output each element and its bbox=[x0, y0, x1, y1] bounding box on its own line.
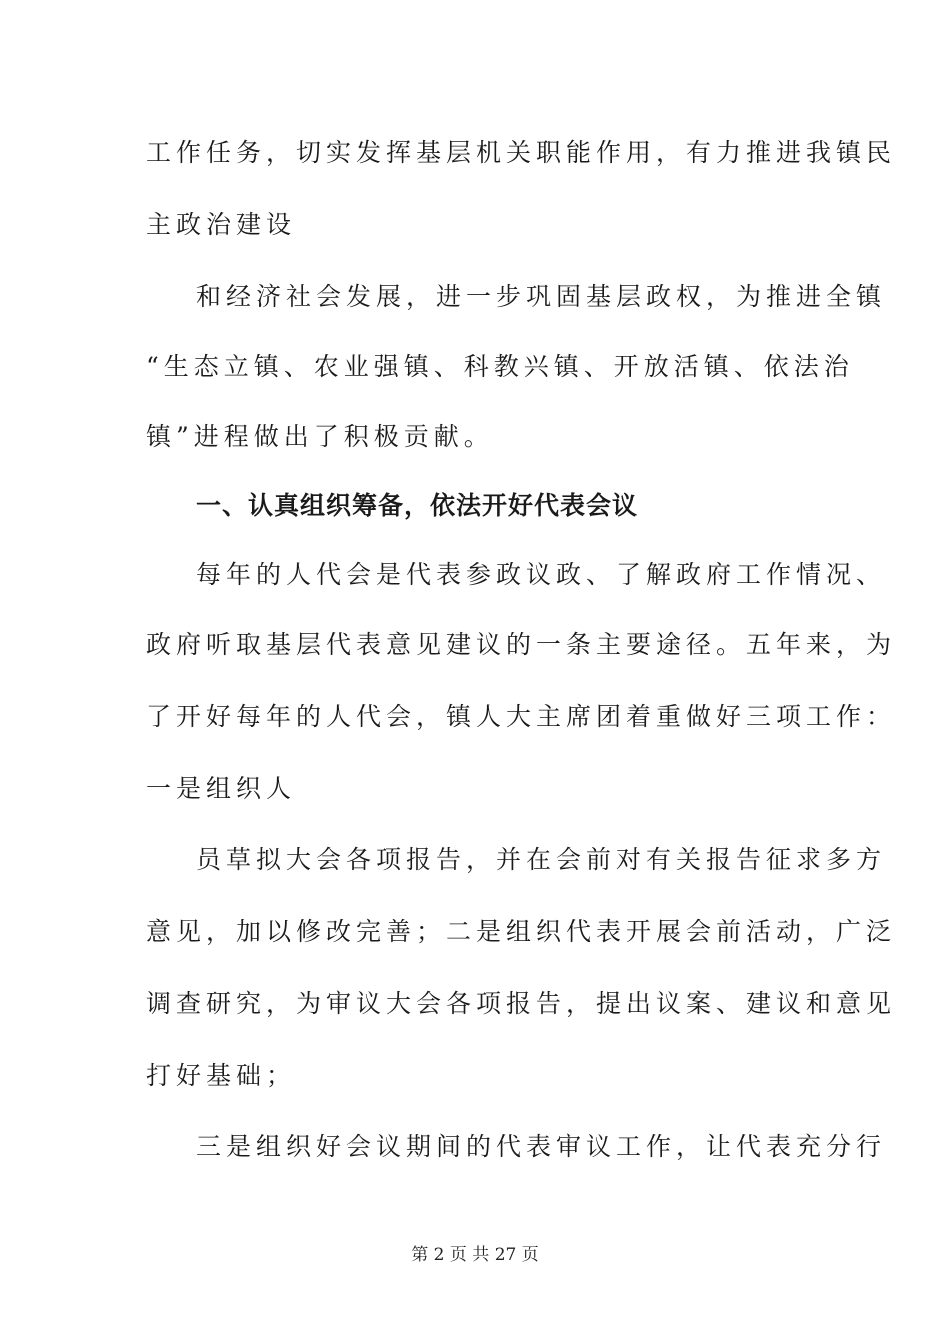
page-number-footer: 第 2 页 共 27 页 bbox=[411, 1245, 539, 1265]
section-heading: 一、认真组织筹备，依法开好代表会议 bbox=[196, 491, 639, 520]
body-line: 意见，加以修改完善；二是组织代表开展会前活动，广泛 bbox=[146, 917, 897, 946]
body-line: 镇”进程做出了积极贡献。 bbox=[146, 422, 494, 451]
body-line: 员草拟大会各项报告，并在会前对有关报告征求多方 bbox=[196, 845, 887, 874]
body-line: 工作任务，切实发挥基层机关职能作用，有力推进我镇民 bbox=[146, 138, 897, 167]
body-line: 主政治建设 bbox=[146, 210, 297, 239]
body-line: 三是组织好会议期间的代表审议工作，让代表充分行 bbox=[196, 1132, 887, 1161]
body-line: 调查研究，为审议大会各项报告，提出议案、建议和意见 bbox=[146, 989, 897, 1018]
body-line: 每年的人代会是代表参政议政、了解政府工作情况、 bbox=[196, 560, 887, 589]
body-line: 和经济社会发展，进一步巩固基层政权，为推进全镇 bbox=[196, 282, 887, 311]
body-line: 政府听取基层代表意见建议的一条主要途径。五年来，为 bbox=[146, 630, 897, 659]
body-line: 了开好每年的人代会，镇人大主席团着重做好三项工作： bbox=[146, 702, 897, 731]
body-line: 打好基础； bbox=[146, 1061, 297, 1090]
body-line: “生态立镇、农业强镇、科教兴镇、开放活镇、依法治 bbox=[146, 352, 854, 381]
body-line: 一是组织人 bbox=[146, 774, 297, 803]
